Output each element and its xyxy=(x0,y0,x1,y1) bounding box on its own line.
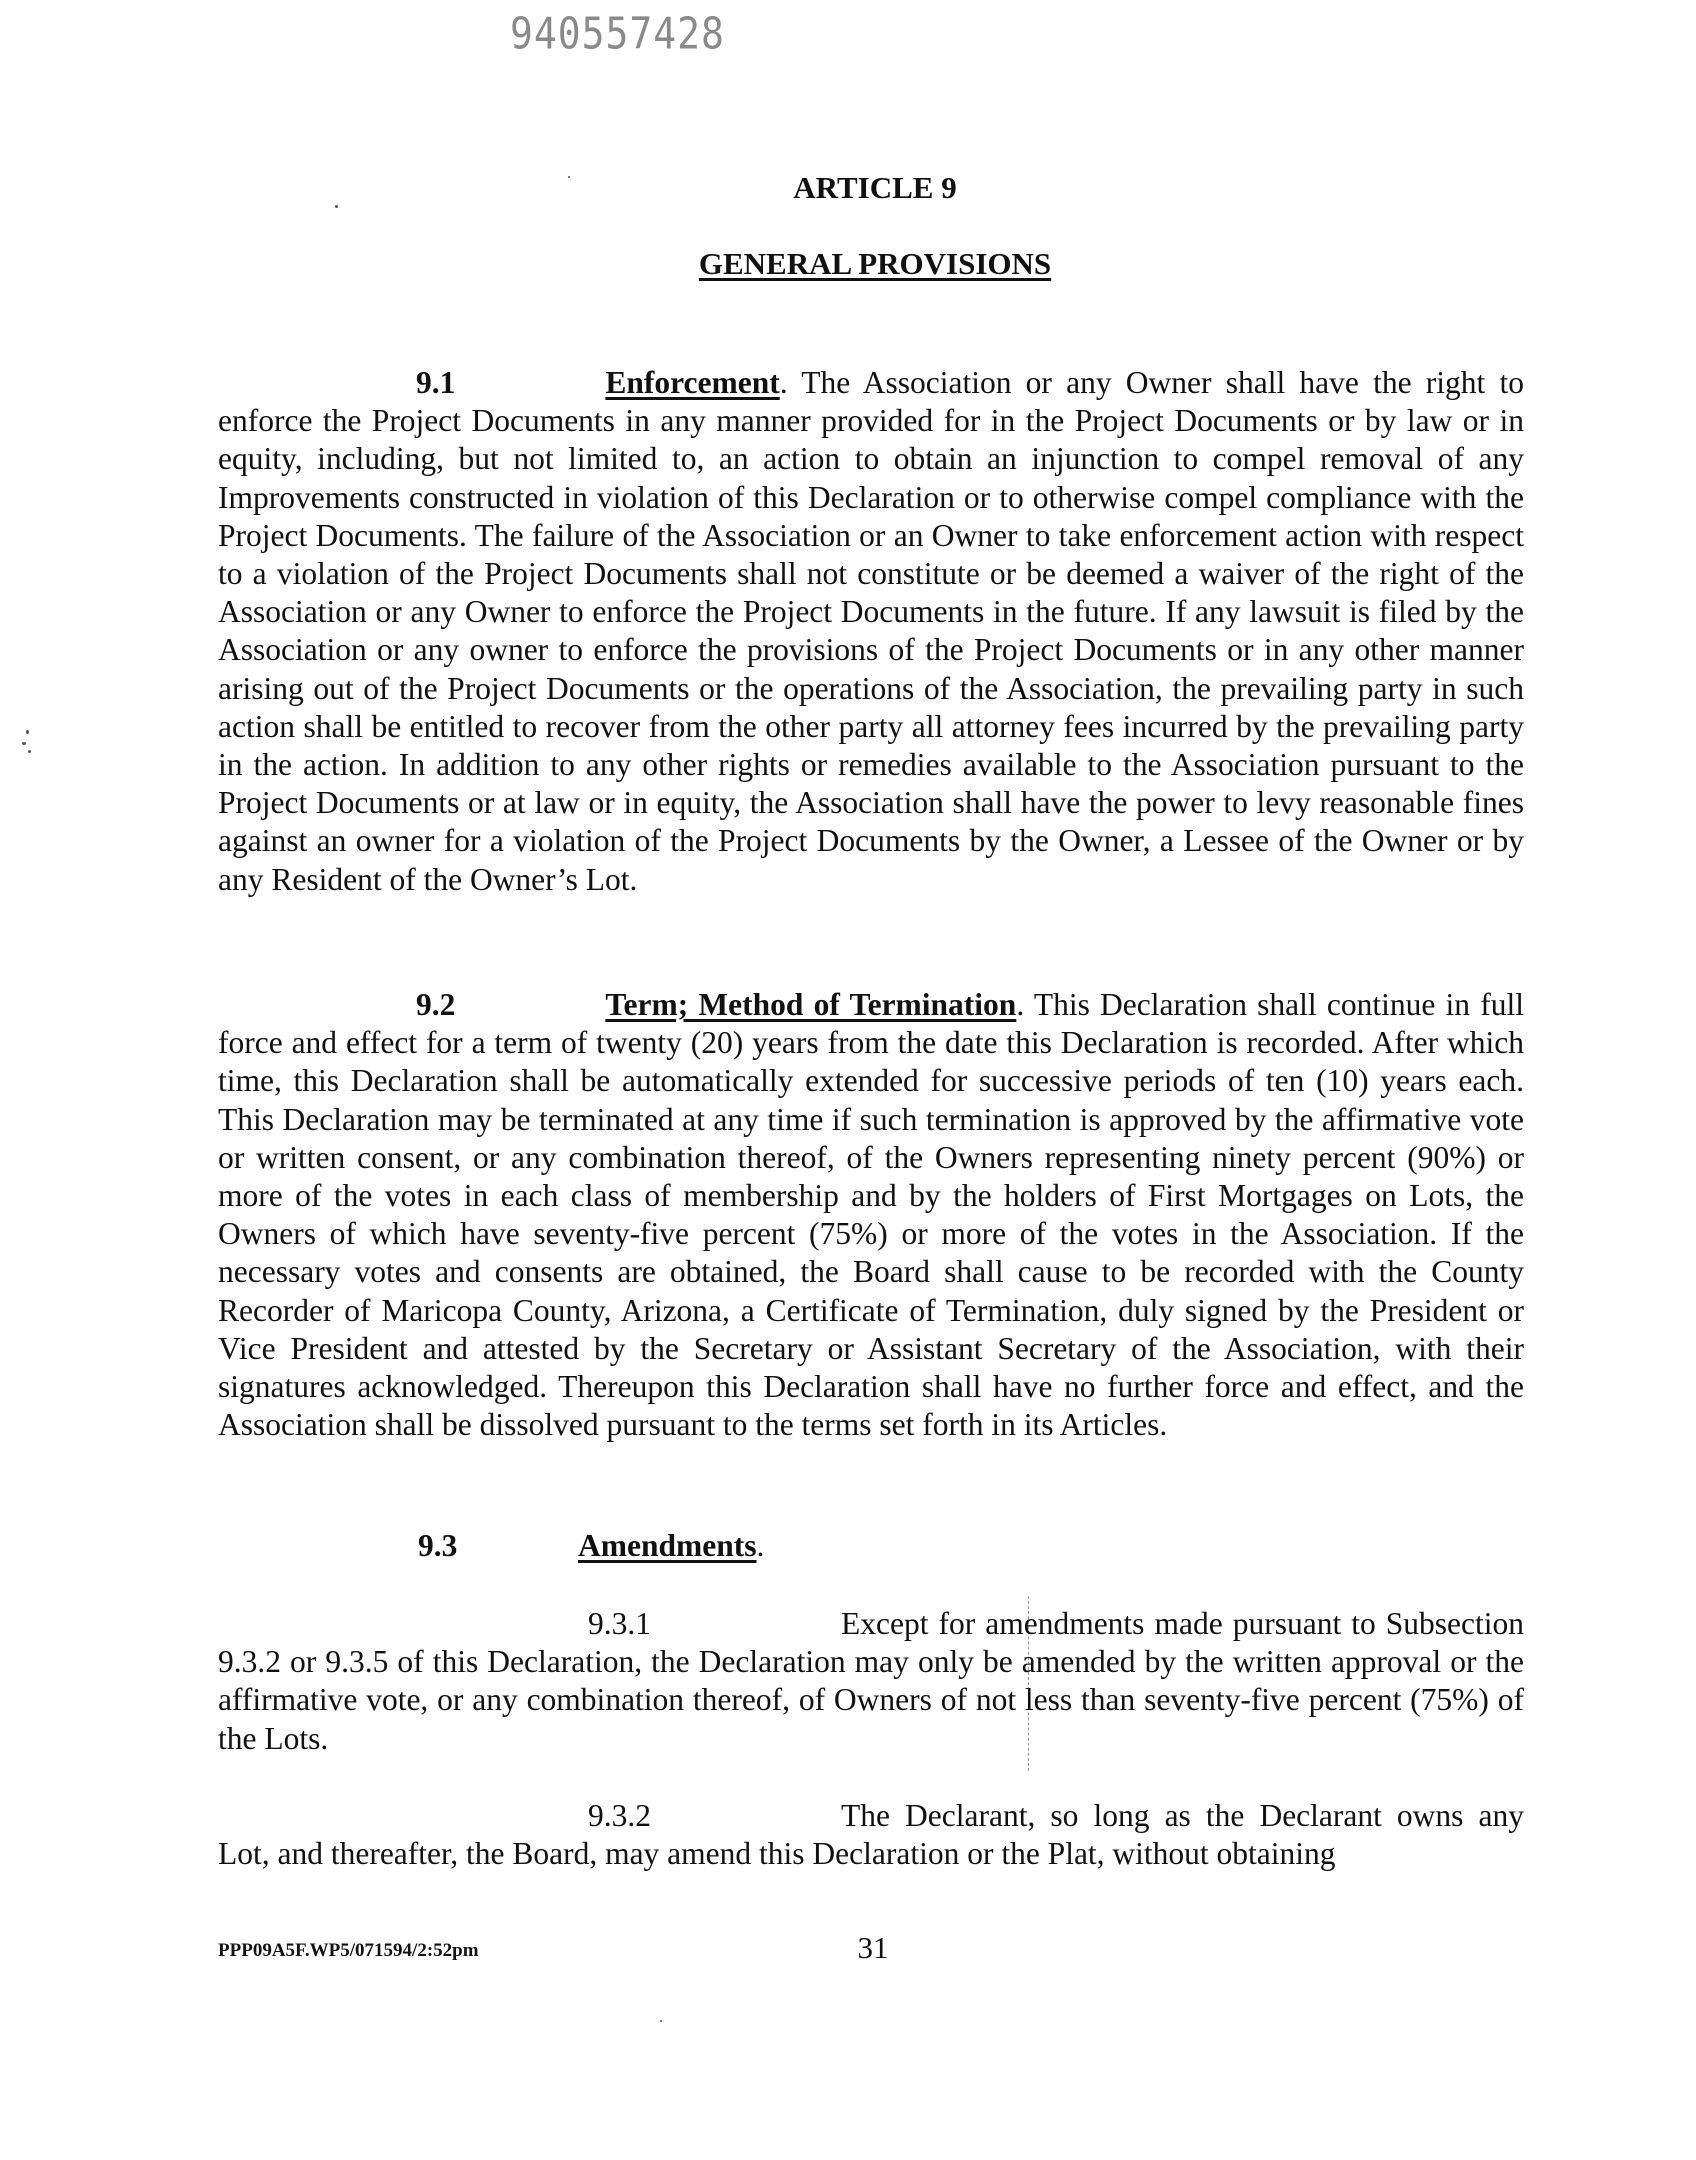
section-number: 9.2 xyxy=(416,987,456,1022)
subsection-body-text: Except for amendments made pursuant to Subsection 9.3.2 or 9.3.5 of this Declaration, the Declaration may only be amended by the written approval or the affirmative vote, or any combination thereof, of Owners of not less than seventy-five percent (75%) of the Lots. xyxy=(218,1606,1524,1756)
section-heading-suffix: . xyxy=(756,1528,765,1563)
subsection-body-text: The Declarant, so long as the Declarant owns any Lot, and thereafter, the Board, may amend this Declaration or the Plat, without obtaining xyxy=(218,1798,1524,1872)
document-stamp-number: 940557428 xyxy=(510,8,725,59)
section-number: 9.1 xyxy=(416,365,456,400)
section-9-3-heading-line xyxy=(418,1527,764,1565)
section-heading: Term; Method of Termination xyxy=(605,987,1017,1022)
section-body-text: . The Association or any Owner shall have the right to enforce the Project Documents in any manner provided for in the Project Documents or by law or in equity, including, but not limited to, an action to obtain an injunction to compel removal of any Improvements constructed in violation of this Declaration or to otherwise compel compliance with the Project Documents. The failure of the Association or an Owner to take enforcement action with respect to a violation of the Project Documents shall not constitute or be deemed a waiver of the right of the Association or any Owner to enforce the Project Documents in the future. If any lawsuit is filed by the Association or any owner to enforce the provisions of the Project Documents or in any other manner arising out of the Project Documents or the operations of the Association, the prevailing party in such action shall be entitled to recover from the other party all attorney fees incurred by the prevailing party in the action. In addition to any other rights or remedies available to the Association pursuant to the Project Documents or at law or in equity, the Association shall have the power to levy reasonable fines against an owner for a violation of the Project Documents by the Owner, a Lessee of the Owner or by any Resident of the Owner’s Lot. xyxy=(218,365,1524,897)
scan-speck xyxy=(22,742,26,745)
subsection-9-3-1-paragraph xyxy=(218,1605,1524,1758)
article-number: ARTICLE 9 xyxy=(793,170,957,205)
section-number: 9.3 xyxy=(418,1528,458,1563)
section-9-1-paragraph xyxy=(218,364,1524,899)
scan-speck xyxy=(660,2020,662,2022)
article-title: GENERAL PROVISIONS xyxy=(698,246,1052,281)
subsection-number: 9.3.1 xyxy=(588,1606,651,1641)
section-body-text: . This Declaration shall continue in full force and effect for a term of twenty (20) years from the date this Declaration is recorded. After which time, this Declaration shall be automatically extended for successive periods of ten (10) years each. This Declaration may be terminated at any time if such termination is approved by the affirmative vote or written consent, or any combination thereof, of the Owners representing ninety percent (90%) or more of the votes in each class of membership and by the holders of First Mortgages on Lots, the Owners of which have seventy-five percent (75%) or more of the votes in the Association. If the necessary votes and consents are obtained, the Board shall cause to be recorded with the County Recorder of Maricopa County, Arizona, a Certificate of Termination, duly signed by the President or Vice President and attested by the Secretary or Assistant Secretary of the Association, with their signatures acknowledged. Thereupon this Declaration shall have no further force and effect, and the Association shall be dissolved pursuant to the terms set forth in its Articles. xyxy=(218,987,1524,1443)
subsection-number: 9.3.2 xyxy=(588,1798,651,1833)
page-number: 31 xyxy=(857,1930,889,1965)
scan-speck xyxy=(28,750,31,753)
footer-file-reference: PPP09A5F.WP5/071594/2:52pm xyxy=(218,1940,479,1961)
subsection-9-3-2-paragraph xyxy=(218,1797,1524,1873)
section-heading: Amendments xyxy=(578,1528,757,1563)
section-heading: Enforcement xyxy=(605,365,780,400)
section-9-2-paragraph xyxy=(218,986,1524,1444)
scan-speck xyxy=(26,730,29,734)
